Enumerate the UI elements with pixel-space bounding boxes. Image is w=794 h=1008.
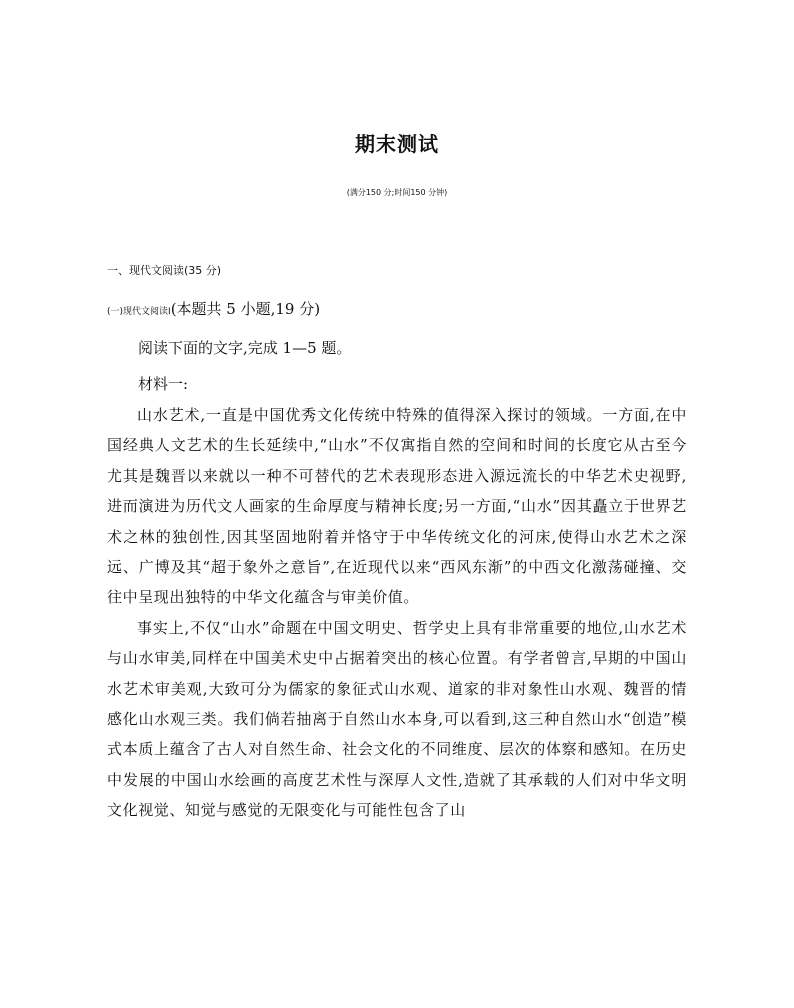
score-time-note: (满分150 分;时间150 分钟): [346, 188, 448, 197]
section-heading: 一、现代文阅读(35 分): [107, 264, 222, 277]
passage-paragraph: 山水艺术,一直是中国优秀文化传统中特殊的值得深入探讨的领域。一方面,在中国经典人文艺术的生长延续中,“山水”不仅寓指自然的空间和时间的长度它从古至今尤其是魏晋以来就以一种不可替代的艺术表现形态进入源远流长的中华艺术史视野,进而演进为历代文人画家的生命厚度与精神长度;另一方面,“山水”因其矗立于世界艺术之林的独创性,因其坚固地附着并恪守于中华传统文化的河床,使得山水艺术之深远、广博及其“超于象外之意旨”,在近现代以来“西风东渐”的中西文化激荡碰撞、交往中呈现出独特的中华文化蕴含与审美价值。: [107, 406, 687, 607]
passage-paragraph: 事实上,不仅“山水”命题在中国文明史、哲学史上具有非常重要的地位,山水艺术与山水审美,同样在中国美术史中占据着突出的核心位置。有学者曾言,早期的中国山水艺术审美观,大致可分为儒家的象征式山水观、道家的非对象性山水观、魏晋的情感化山水观三类。我们倘若抽离于自然山水本身,可以看到,这三种自然山水“创造”模式本质上蕴含了古人对自然生命、社会文化的不同维度、层次的体察和感知。在历史中发展的中国山水绘画的高度艺术性与深厚人文性,造就了其承载的人们对中华文明文化视觉、知觉与感觉的无限变化与可能性包含了山: [107, 618, 687, 820]
reading-passage: [107, 400, 687, 826]
material-label: 材料一:: [138, 375, 189, 393]
subsection-detail: (本题共 5 小题,19 分): [170, 300, 321, 318]
subsection-heading: [107, 298, 320, 319]
page-title: 期末测试: [355, 132, 439, 156]
reading-instruction: 阅读下面的文字,完成 1—5 题。: [138, 339, 352, 357]
subsection-label: (一)现代文阅读Ⅰ: [107, 307, 171, 317]
